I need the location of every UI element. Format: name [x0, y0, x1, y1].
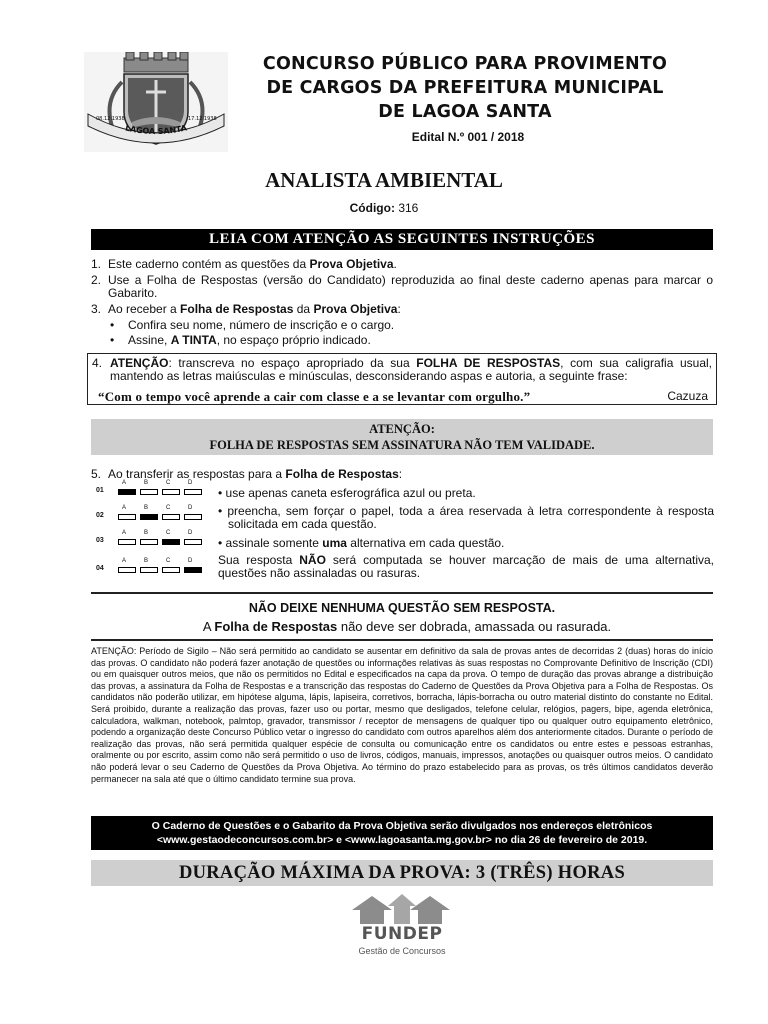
crest-banner-text: LAGOA SANTA: [124, 123, 188, 137]
answer-sample-row: [96, 506, 216, 522]
answer-bubble: [118, 567, 136, 573]
answer-note-text: alternativa em cada questão.: [346, 536, 505, 550]
answer-letter-label: A: [122, 505, 127, 511]
answer-bubble: [162, 489, 180, 495]
instruction-sub-bullet: • Confira seu nome, número de inscrição e o cargo.: [110, 318, 395, 332]
answer-letter-label: C: [166, 558, 171, 564]
max-duration-bar: DURAÇÃO MÁXIMA DA PROVA: 3 (TRÊS) HORAS: [91, 860, 713, 886]
role-code-value: 316: [398, 201, 419, 215]
answer-note: • use apenas caneta esferográfica azul ou preta.: [218, 486, 476, 500]
publication-line: <www.gestaodeconcursos.com.br> e <www.lagoasanta.mg.gov.br> no dia 26 de fevereiro de 2019.: [156, 834, 648, 846]
no-blank-answer-warning: NÃO DEIXE NENHUMA QUESTÃO SEM RESPOSTA.: [248, 601, 556, 615]
sub-bullet-text: Assine,: [128, 333, 171, 347]
note-bold: Folha de Respostas: [214, 619, 338, 634]
warning-text: FOLHA DE RESPOSTAS SEM ASSINATURA NÃO TEM VALIDADE.: [209, 438, 595, 452]
role-title: ANALISTA AMBIENTAL: [265, 168, 503, 192]
role-code-label: Código:: [349, 201, 395, 215]
answer-letter-label: C: [166, 505, 171, 511]
instruction-text: Este caderno contém as questões da: [108, 257, 310, 271]
answer-bubble-filled: [184, 567, 202, 573]
instruction-number: 5.: [91, 467, 102, 481]
instruction-bold: Folha de Respostas: [285, 467, 399, 481]
logo-name: FUNDEP: [361, 924, 443, 944]
answer-letter-label: A: [122, 480, 127, 486]
instruction-number: 3.: [91, 302, 102, 316]
instruction-number: 1.: [91, 257, 102, 271]
svg-text:08.12.1938: 08.12.1938: [96, 116, 125, 122]
instructions-header-bar: LEIA COM ATENÇÃO AS SEGUINTES INSTRUÇÕES: [91, 229, 713, 250]
answer-note-text: • assinale somente: [218, 536, 323, 550]
instruction-bold: Folha de Respostas: [180, 302, 294, 316]
exam-header-title: [226, 52, 704, 124]
answer-bubble: [162, 514, 180, 520]
crest-shield-icon: [84, 52, 228, 152]
answer-sample-number: 04: [96, 565, 104, 572]
answer-bubble: [184, 489, 202, 495]
answer-sample-number: 01: [96, 487, 104, 494]
municipal-crest: [84, 52, 228, 152]
instruction-number: 4.: [92, 356, 103, 370]
answer-letter-label: B: [144, 530, 149, 536]
publication-line: O Caderno de Questões e o Gabarito da Prova Objetiva serão divulgados nos endereços eletrônicos: [151, 820, 653, 832]
signature-warning-bar: [91, 419, 713, 455]
instruction-item-2: [91, 274, 713, 300]
instruction-text: : transcreva no espaço apropriado da sua: [168, 356, 417, 370]
answer-sample-number: 03: [96, 537, 104, 544]
instruction-text: Ao transferir as respostas para a: [108, 467, 286, 481]
answer-letter-label: A: [122, 530, 127, 536]
sub-bullet-text: , no espaço próprio indicado.: [216, 333, 371, 347]
warning-title: ATENÇÃO:: [369, 422, 435, 436]
answer-letter-label: C: [166, 530, 171, 536]
answer-letter-label: D: [188, 505, 193, 511]
warning-text: NÃO DEIXE NENHUMA QUESTÃO SEM RESPOSTA: [248, 601, 552, 615]
quote-author: Cazuza: [667, 389, 708, 403]
answer-note: [218, 554, 714, 580]
answer-note-text: Sua resposta: [218, 553, 300, 567]
instruction-text: .: [393, 257, 397, 271]
answer-note-text: será computada se houver marcação de mais de uma alternativa, questões não assinaladas ou rasuras.: [218, 553, 715, 580]
instruction-text: :: [397, 302, 401, 316]
answer-bubble: [118, 539, 136, 545]
note-text: A: [202, 619, 215, 634]
instruction-bold: Prova Objetiva: [309, 257, 394, 271]
instruction-item-1: [91, 258, 713, 271]
answer-bubble: [162, 567, 180, 573]
answer-bubble: [118, 514, 136, 520]
instruction-bold: FOLHA DE RESPOSTAS: [416, 356, 561, 370]
sub-bullet-text: Confira seu nome, número de inscrição e o cargo.: [128, 318, 395, 332]
answer-bubble-filled: [162, 539, 180, 545]
answer-note-bold: uma: [322, 536, 347, 550]
sigilo-paragraph: ATENÇÃO: Período de Sigilo – Não será permitido ao candidato se ausentar em definitivo da sala de provas antes de decorridas 2 (duas) horas do início das provas. O candidato não poderá fazer anotação de questões ou informações relativas às suas respostas no Comprovante Definitivo de Inscrição (CDI) ou em quaisquer outros meios, que não os permitidos no Edital e especificados na capa da prova. O tempo de duração das provas abrange a distribuição das provas, a assinatura da Folha de Respostas e a transcrição das respostas do Caderno de Questões da Prova Objetiva para a Folha de Respostas. Os candidatos não poderão utilizar, em hipótese alguma, lápis, lapiseira, corretivos, borracha, lápis-borracha ou outro material distinto do constante no Edital. Será proibido, durante a realização das provas, fazer uso ou portar, mesmo que desligados, telefone celular, relógios, pagers, bipe, agenda eletrônica, calculadora, walkman, notebook, palmtop, gravador, transmissor / receptor de mensagens de qualquer tipo ou qualquer outro equipamento eletrônico, podendo a organização deste Concurso Público vetar o ingresso do candidato com outros aparelhos além dos anteriormente citados. Durante o período de realização das provas, não será permitida qualquer espécie de consulta ou comunicação entre os candidatos ou entre estes e pessoas estranhas, oralmente ou por escrito, assim como não será permitido o uso de livros, códigos, manuais, impressos, anotações ou quaisquer outros meios. O candidato não poderá levar o seu Caderno de Questões da Prova Objetiva. Ao término do prazo estabelecido para as provas, os três últimos candidatos deverão permanecer na sala até que o último candidato termine sua prova.: [91, 646, 713, 784]
answer-letter-label: D: [188, 558, 193, 564]
header-title-line: CONCURSO PÚBLICO PARA PROVIMENTO: [262, 54, 668, 74]
instruction-sub-bullet: • Assine, A TINTA, no espaço próprio indicado.: [110, 333, 371, 347]
instruction-bold: Prova Objetiva: [313, 302, 398, 316]
answer-sheet-note: [0, 619, 768, 634]
instruction-item-3: [91, 303, 713, 316]
divider: [91, 592, 713, 594]
sub-bullet-bold: A TINTA: [170, 333, 217, 347]
edital-number: Edital N.º 001 / 2018: [411, 130, 525, 144]
role-code: [0, 201, 768, 215]
instruction-text: , com sua caligrafia usual, mantendo as letras maiúsculas e minúsculas, desconsiderando aspas e autoria, a seguinte frase:: [110, 356, 712, 383]
answer-sample-row: [96, 531, 216, 547]
instruction-text: Use a Folha de Respostas (versão do Candidato) reproduzida ao final deste caderno apenas para marcar o Gabarito.: [108, 273, 713, 300]
instruction-text: Ao receber a: [108, 302, 181, 316]
svg-text:17.12.1938: 17.12.1938: [188, 116, 217, 122]
instruction-item-5: [91, 467, 402, 481]
instruction-text: :: [398, 467, 403, 481]
answer-letter-label: C: [166, 480, 171, 486]
answer-bubble-filled: [140, 514, 158, 520]
transcription-instruction-box: [87, 353, 717, 405]
answer-sample-row: [96, 481, 216, 497]
answer-sample-row: [96, 559, 216, 575]
answer-bubble: [140, 489, 158, 495]
fundep-emblem-icon: [346, 894, 456, 926]
answer-sample-number: 02: [96, 512, 104, 519]
instruction-bold: ATENÇÃO: [110, 356, 169, 370]
divider: [91, 639, 713, 641]
transcription-instruction-text: [92, 357, 712, 383]
answer-note: • preencha, sem forçar o papel, toda a área reservada à letra correspondente à resposta solicitada em cada questão.: [218, 504, 714, 531]
header-title-line: DE CARGOS DA PREFEITURA MUNICIPAL: [266, 78, 664, 98]
answer-bubble: [140, 567, 158, 573]
answer-bubble: [184, 514, 202, 520]
transcription-quote: “Com o tempo você aprende a cair com classe e a se levantar com orgulho.”: [98, 389, 531, 404]
fundep-logo: [346, 894, 456, 964]
answer-note-bold: NÃO: [299, 553, 326, 567]
publication-info-bar: [91, 816, 713, 850]
instruction-number: 2.: [91, 273, 102, 287]
answer-letter-label: B: [144, 480, 149, 486]
answer-letter-label: B: [144, 558, 149, 564]
answer-bubble-filled: [118, 489, 136, 495]
answer-letter-label: B: [144, 505, 149, 511]
note-text: não deve ser dobrada, amassada ou rasurada.: [337, 619, 612, 634]
answer-bubble: [140, 539, 158, 545]
answer-bubble: [184, 539, 202, 545]
instruction-text: da: [293, 302, 314, 316]
answer-letter-label: D: [188, 480, 193, 486]
answer-note: [218, 537, 714, 550]
logo-subtitle: Gestão de Concursos: [358, 946, 446, 956]
header-title-line: DE LAGOA SANTA: [378, 102, 552, 122]
answer-letter-label: D: [188, 530, 193, 536]
answer-letter-label: A: [122, 558, 127, 564]
